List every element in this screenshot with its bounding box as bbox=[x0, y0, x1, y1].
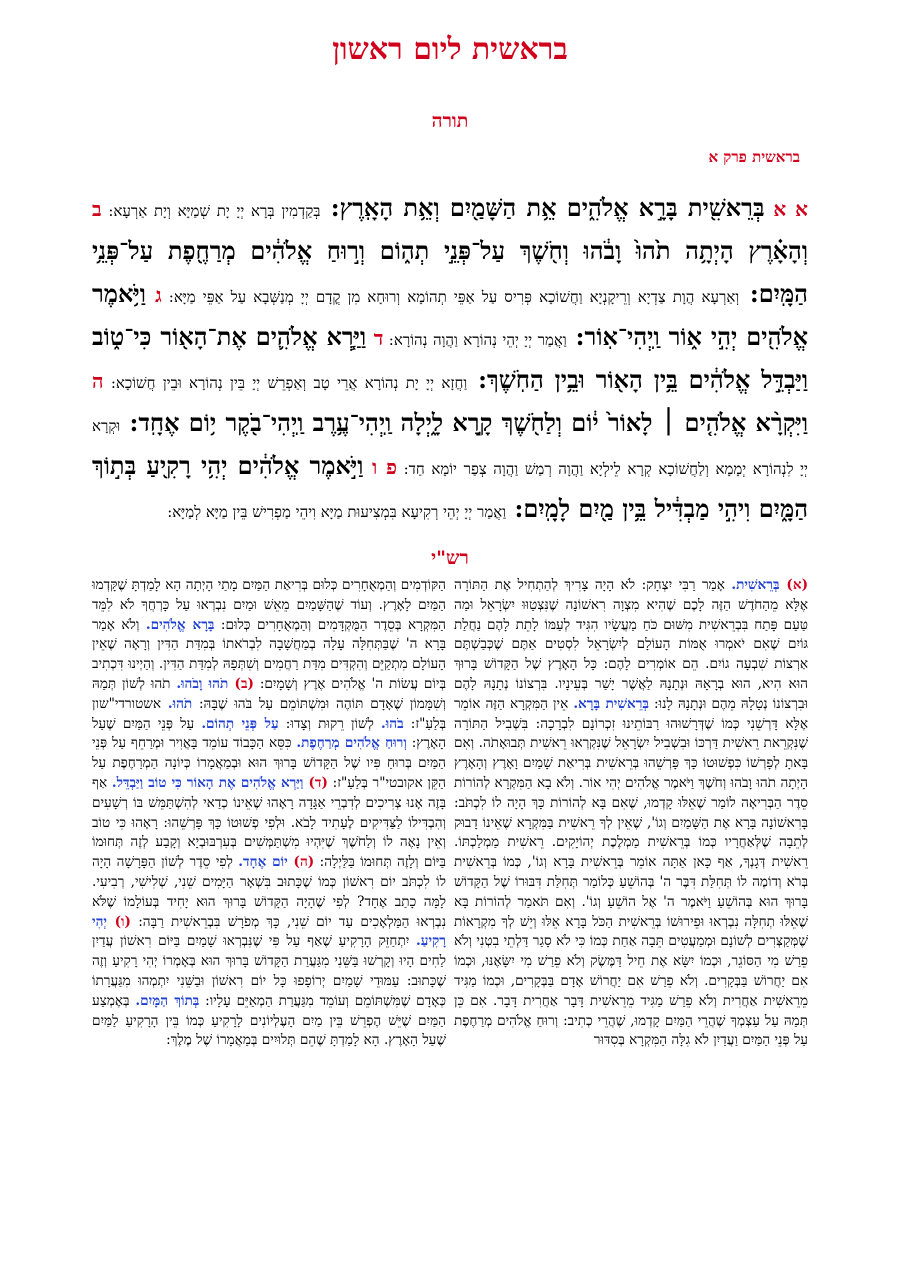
rashi-commentary-text: יִתְחַזֵּק הָרָקִיעַ שֶׁאַף עַל פִּי שֶׁנִּבְרְאוּ שָׁמַיִם בַּיּוֹם רִאשׁוֹן עֲדַיִן לַחִים הָיוּ וְקָרְשׁוּ בַּשֵּׁנִי מִגַּעֲרַת הַקָּדוֹשׁ בָּרוּךְ הוּא בְּאָמְרוֹ יְהִי רָקִיעַ וְזֶה שֶׁכָּתוּב: עַמּוּדֵי שָׁמַיִם יְרוֹפָפוּ כָּל יוֹם רִאשׁוֹן וּבַשֵּׁנִי יִתְמְהוּ מִגַּעֲרָתוֹ כְּאָדָם שֶׁמִּשְׁתּוֹמֵם וְעוֹמֵד מִגַּעֲרַת הַמְאַיֵּם עָלָיו: bbox=[92, 933, 446, 1009]
verse-text: וַיִּקְרָ֨א אֱלֹהִ֤ים ׀ לָאוֹר֙ י֔וֹם וְלַחֹ֖שֶׁךְ קָ֣רָא לָ֑יְלָה וַֽיְהִי־עֶ֥רֶב וַֽיְהִי־בֹ֖קֶר י֥וֹם אֶחָֽד: bbox=[120, 408, 808, 437]
onkelos-translation: וַאֲמַר יְיָ יְהֵי רְקִיעָא בִּמְצִיעוּת מַיָּא וִיהֵי מַפְרִישׁ בֵּין מַיָּא לְמַיָּא: bbox=[167, 503, 507, 521]
onkelos-translation: וּקְרָא יְיָ לִנְהוֹרָא יְמָמָא וְלַחֲשׁוֹכָא קְרָא לֵילְיָא וַהֲוָה רְמַשׁ וַהֲוָה צְפַר יוֹמָא חַד: bbox=[92, 417, 808, 478]
rashi-commentary-text: אשטורדי"שון בְּלַעַ"ז: bbox=[92, 695, 447, 732]
onkelos-translation: וְאַרְעָא הֲוָת צַדְיָא וְרֵיקָנְיָא וַחֲשׁוֹכָא פְּרִיס עַל אַפֵּי תְהוֹמָא וְרוּחָא מִן קֳדָם יְיָ מְנַשְּׁבָא עַל אַפֵּי מַיָּא: bbox=[161, 288, 740, 306]
rashi-column-right bbox=[454, 576, 808, 1051]
rashi-dibur-hamatchil: בָּרָא אֱלֹהִים. bbox=[145, 616, 215, 633]
page-title: בראשית ליום ראשון bbox=[332, 32, 568, 67]
rashi-column-left bbox=[92, 576, 446, 1051]
rashi-dibur-hamatchil: בְּרֵאשִׁית בָּרָא. bbox=[573, 695, 649, 712]
rashi-commentary-text: הַקּוֹדְמִים וְהַמְאֻחָרִים כְּלוּם בְּרִיאַת הַמַּיִם מָתַי הָיְתָה הָא לָמַדְתָּ שֶׁקָּדְמוּ הַמַּיִם לָאָרֶץ. וְעוֹד שֶׁהַשָּׁמַיִם מֵאֵשׁ וּמַיִם נִבְרְאוּ עַל כָּרְחֲךָ לֹא לִמֵּד הַמִּקְרָא בְּסֵדֶר הַמֻּקְדָּמִים וְהַמְאֻחָרִים כְּלוּם: bbox=[92, 577, 446, 633]
verse-number: ד bbox=[366, 326, 384, 350]
rashi-verse-ref: (ב) bbox=[228, 675, 254, 692]
rashi-dibur-hamatchil: וְרוּחַ אֱלֹהִים מְרַחֶפֶת. bbox=[296, 735, 407, 752]
rashi-dibur-hamatchil: תֹהוּ וָבֹהוּ. bbox=[176, 675, 229, 692]
rashi-commentary-text: בְּאֶמְצַע הַמַּיִם שֶׁיֵּשׁ הֶפְרֵשׁ בֵּין מַיִם הָעֶלְיוֹנִים לָרָקִיעַ כְּמוֹ בֵּין הָרָקִיעַ לַמַּיִם שֶׁעַל הָאָרֶץ. הָא לָמַדְתָּ שֶׁהֵם תְּלוּיִים בְּמַאֲמָרוֹ שֶׁל מֶלֶךְ: bbox=[92, 992, 446, 1049]
rashi-commentary-text: לְשׁוֹן רֵקוּת וְצָדוּ: bbox=[278, 715, 382, 732]
onkelos-translation: וַחֲזָא יְיָ יָת נְהוֹרָא אֲרֵי טָב וְאַפְרֵשׁ יְיָ בֵּין נְהוֹרָא וּבֵין חֲשׁוֹכָא: bbox=[103, 374, 468, 392]
verse-text: וַיֹּ֥אמֶר אֱלֹהִ֖ים יְהִ֣י א֑וֹר וַֽיְהִי־אֽוֹר: bbox=[92, 279, 809, 351]
rashi-dibur-hamatchil: בְּרֵאשִׁית. bbox=[731, 577, 780, 593]
verse-text: בְּרֵאשִׁ֖ית בָּרָ֣א אֱלֹהִ֑ים אֵ֥ת הַשָּׁמַ֖יִם וְאֵ֥ת הָאָֽרֶץ: bbox=[320, 193, 765, 222]
torah-text bbox=[92, 188, 808, 532]
rashi-commentary-text: לְפִי סֵדֶר לְשׁוֹן הַפָּרָשָׁה הָיָה לוֹ לִכְתֹּב יוֹם רִאשׁוֹן כְּמוֹ שֶׁכָּתוּב בִּשְׁאָר הַיָּמִים שֵׁנִי, שְׁלִישִׁי, רְבִיעִי. לָמָּה כָתַב אֶחָד? לְפִי שֶׁהָיָה הַקָּדוֹשׁ בָּרוּךְ הוּא יָחִיד בְּעוֹלָמוֹ שֶׁלֹּא נִבְרְאוּ הַמַּלְאָכִים עַד יוֹם שֵׁנִי, כָּךְ מְפֹרָשׁ בִּבְרֵאשִׁית רַבָּה: bbox=[92, 854, 447, 930]
verse-number: ה bbox=[92, 369, 104, 393]
rashi-verse-ref: (ה) bbox=[287, 854, 315, 871]
rashi-verse-ref: (א) bbox=[779, 577, 809, 593]
rashi-commentary-text: אָמַר רַבִּי יִצְחָק: לֹא הָיָה צָרִיךְ לְהַתְחִיל אֶת הַתּוֹרָה אֶלָּא מֵהַחֹדֶשׁ הַזֶּה לָכֶם שֶׁהִיא מִצְוָה רִאשׁוֹנָה שֶׁנִּצְטַוּוּ יִשְׂרָאֵל וּמַה טַּעַם פָּתַח בִּבְרֵאשִׁית מִשּׁוּם כֹּחַ מַעֲשָׂיו הִגִּיד לְעַמּוֹ לָתֵת לָהֶם נַחֲלַת גּוֹיִם שֶׁאִם יֹאמְרוּ אֻמּוֹת הָעוֹלָם לְיִשְׂרָאֵל לִסְטִים אַתֶּם שֶׁכְּבַשְׁתֶּם אַרְצוֹת שִׁבְעָה גוֹיִם. הֵם אוֹמְרִים לָהֶם: כָּל הָאָרֶץ שֶׁל הַקָּדוֹשׁ בָּרוּךְ הוּא הִיא, הוּא בְרָאָהּ וּנְתָנָהּ לַאֲשֶׁר יָשַׁר בְּעֵינָיו. בִּרְצוֹנוֹ נְתָנָהּ לָהֶם וּבִרְצוֹנוֹ נְטָלָהּ מֵהֶם וּנְתָנָהּ לָנוּ: bbox=[454, 577, 808, 712]
rashi-dibur-hamatchil: יוֹם אֶחָד. bbox=[238, 854, 288, 871]
rashi-title: רש"י bbox=[431, 547, 469, 569]
onkelos-translation: בְּקַדְמִין בְּרָא יְיָ יָת שְׁמַיָּא וְיָת אַרְעָא: bbox=[101, 202, 321, 220]
verse-number: א א bbox=[764, 197, 808, 221]
rashi-dibur-hamatchil: יְהִי רָקִיעַ. bbox=[92, 913, 446, 950]
rashi-commentary-text: עַל פְּנֵי הַמַּיִם שֶׁעַל הָאָרֶץ: bbox=[92, 715, 447, 752]
rashi-commentary-text: אַף בָּזֶה אָנוּ צְרִיכִים לְדִבְרֵי אַגָּדָה רָאָהוּ שֶׁאֵינוֹ כְדַאי לְהִשְׁתַּמֵּשׁ בּוֹ רְשָׁעִים וְהִבְדִּילוֹ לַצַּדִּיקִים לֶעָתִיד לָבֹא. וּלְפִי פְשׁוּטוֹ כָּךְ פָּרְשֵׁהוּ: רָאָהוּ כִּי טוֹב וְאֵין נָאֶה לוֹ וְלַחֹשֶׁךְ שֶׁיִּהְיוּ מִשְׁתַּמְּשִׁים בְּעִרְבּוּבְיָא וְקָבַע לְזֶה תְּחוּמוֹ בַּיּוֹם וְלָזֶה תְּחוּמוֹ בַּלַּיְלָה: bbox=[92, 774, 446, 871]
verse-text: וַיֹּ֣אמֶר אֱלֹהִ֔ים יְהִ֥י רָקִ֖יעַ בְּת֣וֹךְ הַמָּ֑יִם וִיהִ֣י מַבְדִּ֔יל בֵּ֥ין מַ֖יִם לָמָֽיִם: bbox=[92, 451, 808, 523]
rashi-commentary-text: כִּסֵּא הַכָּבוֹד עוֹמֵד בָּאֲוִיר וּמְרַחֵף עַל פְּנֵי הַמַּיִם בְּרוּחַ פִּיו שֶׁל הַקָּדוֹשׁ בָּרוּךְ הוּא וּבְמַאֲמָרוֹ כְּיוֹנָה הַמְרַחֶפֶת עַל הַקֵּן אקובטי"ר בְּלַעַ"ז: bbox=[92, 735, 446, 791]
verse-number: פ ו bbox=[363, 455, 397, 479]
rashi-commentary-text: תֹהוּ לְשׁוֹן תְּמַהּ וְשִׁמָּמוֹן שֶׁאָדָם תּוֹהֶה וּמִשְׁתּוֹמֵם עַל בֹּהוּ שֶׁבָּהּ: bbox=[92, 675, 446, 712]
verse-text: וַיַּ֧רְא אֱלֹהִ֛ים אֶת־הָא֖וֹר כִּי־ט֑וֹב וַיַּבְדֵּ֣ל אֱלֹהִ֔ים בֵּ֥ין הָא֖וֹר וּבֵ֥ין הַחֹֽשֶׁךְ: bbox=[92, 322, 809, 394]
verse-number: ב bbox=[92, 197, 102, 221]
rashi-verse-ref: (ד) bbox=[303, 774, 328, 791]
rashi-verse-ref: (ו) bbox=[106, 913, 131, 930]
verse-number: ג bbox=[145, 283, 162, 307]
rashi-dibur-hamatchil: וַיַּרְא אֱלֹהִים אֶת הָאוֹר כִּי טוֹב וַיַּבְדֵּל. bbox=[111, 774, 304, 791]
rashi-dibur-hamatchil: תֹהוּ. bbox=[167, 695, 193, 712]
rashi-commentary-text: אֵין הַמִּקְרָא הַזֶּה אוֹמֵר אֶלָּא דָּרְשֵׁנִי כְּמוֹ שֶׁדְּרָשׁוּהוּ רַבּוֹתֵינוּ זִכְרוֹנָם לִבְרָכָה: בִּשְׁבִיל הַתּוֹרָה שֶׁנִּקְרֵאת רֵאשִׁית דַּרְכּוֹ וּבִשְׁבִיל יִשְׂרָאֵל שֶׁנִּקְרְאוּ רֵאשִׁית תְּבוּאָתֹה. וְאִם בָּאתָ לְפָרְשׁוֹ כִּפְשׁוּטוֹ כָּךְ פָּרְשֵׁהוּ בְּרֵאשִׁית בְּרִיאַת שָׁמַיִם וָאָרֶץ וְהָאָרֶץ הָיְתָה תֹהוּ וָבֹהוּ וְחֹשֶׁךְ וַיֹּאמֶר אֱלֹהִים יְהִי אוֹר. וְלֹא בָא הַמִּקְרָא לְהוֹרוֹת סֵדֶר הַבְּרִיאָה לוֹמַר שֶׁאֵלּוּ קָדְמוּ, שֶׁאִם בָּא לְהוֹרוֹת כָּךְ הָיָה לוֹ לִכְתֹּב: בָּרִאשׁוֹנָה בָּרָא אֶת הַשָּׁמַיִם וְגוֹ', שֶׁאֵין לְךָ רֵאשִׁית בַּמִּקְרָא שֶׁאֵינוֹ דָבוּק לְתֵבָה שֶׁלְּאַחֲרָיו כְּמוֹ בְּרֵאשִׁית מַמְלֶכֶת יְהוֹיָקִים. רֵאשִׁית מַמְלַכְתּוֹ. רֵאשִׁית דְּגָנְךָ, אַף כָּאן אַתָּה אוֹמֵר בְּרֵאשִׁית בָּרָא וְגוֹ', כְּמוֹ בְּרֵאשִׁית בְּרֹא וְדוֹמֶה לוֹ תְּחִלַּת דִּבֶּר ה' בְּהוֹשֵׁעַ כְּלוֹמַר תְּחִלַּת דִּבּוּרוֹ שֶׁל הַקָּדוֹשׁ בָּרוּךְ הוּא בְּהוֹשֵׁעַ וַיֹּאמֶר ה' אֶל הוֹשֵׁעַ וְגוֹ'. וְאִם תֹּאמַר לְהוֹרוֹת בָּא שֶׁאֵלּוּ תְחִלָּה נִבְרְאוּ וּפֵירוּשׁוֹ בְּרֵאשִׁית הַכֹּל בָּרָא אֵלּוּ וְיֵשׁ לְךָ מִקְרָאוֹת שֶׁמְּקַצְּרִים לְשׁוֹנָם וּמְמַעֲטִים תֵּבָה אַחַת כְּמוֹ כִּי לֹא סָגַר דַּלְתֵי בִטְנִי וְלֹא פֵרַשׁ מִי הַסּוֹגֵר, וּכְמוֹ יִשָּׂא אֶת חֵיל דַּמֶּשֶׂק וְלֹא פֵרַשׁ מִי יִשָּׂאֶנּוּ, וּכְמוֹ אִם יַחֲרוֹשׁ בַּבְּקָרִים. וְלֹא פֵרַשׁ אִם יַחֲרוֹשׁ אָדָם בַּבְּקָרִים, וּכְמוֹ מַגִּיד מֵרֵאשִׁית אַחֲרִית וְלֹא פֵרַשׁ מַגִּיד מֵרֵאשִׁית דָּבָר אַחֲרִית דָּבָר. אִם כֵּן תְּמַהּ עַל עַצְמְךָ שֶׁהֲרֵי הַמַּיִם קָדְמוּ, שֶׁהֲרֵי כְתִיב: וְרוּחַ אֱלֹהִים מְרַחֶפֶת עַל פְּנֵי הַמַּיִם וַעֲדַיִן לֹא גִלָּה הַמִּקְרָא בְּסִדּוּר bbox=[454, 695, 808, 1049]
onkelos-translation: וַאֲמַר יְיָ יְהֵי נְהוֹרָא וַהֲוָה נְהוֹרָא: bbox=[383, 331, 567, 349]
chapter-title: בראשית פרק א bbox=[708, 148, 800, 166]
section-title: תורה bbox=[431, 110, 469, 132]
rashi-commentary-text: וְלֹא אָמַר בָּרָא ה' שֶׁבַּתְּחִלָּה עָלָה בְמַחֲשָׁבָה לִבְרֹאתוֹ בְּמִדַּת הַדִּין וְרָאָה שֶׁאֵין הָעוֹלָם מִתְקַיֵּם וְהִקְדִּים מִדַּת רַחֲמִים וְשִׁתְּפָהּ לְמִדַּת הַדִּין. וְהַיְינוּ דִּכְתִיב בְּיוֹם עֲשׂוֹת ה' אֱלֹהִים אֶרֶץ וְשָׁמָיִם: bbox=[92, 616, 446, 692]
verse-text: וְהָאָ֗רֶץ הָיְתָ֥ה תֹ֙הוּ֙ וָבֹ֔הוּ וְחֹ֖שֶׁךְ עַל־פְּנֵ֣י תְה֑וֹם וְר֣וּחַ אֱלֹהִ֔ים מְרַחֶ֖פֶת עַל־פְּנֵ֥י הַמָּֽיִם: bbox=[92, 236, 808, 308]
rashi-dibur-hamatchil: בֹהוּ. bbox=[381, 715, 404, 732]
rashi-dibur-hamatchil: בְּתוֹךְ הַמָּיִם. bbox=[135, 992, 200, 1009]
rashi-dibur-hamatchil: עַל פְּנֵי תְהוֹם. bbox=[201, 715, 279, 732]
